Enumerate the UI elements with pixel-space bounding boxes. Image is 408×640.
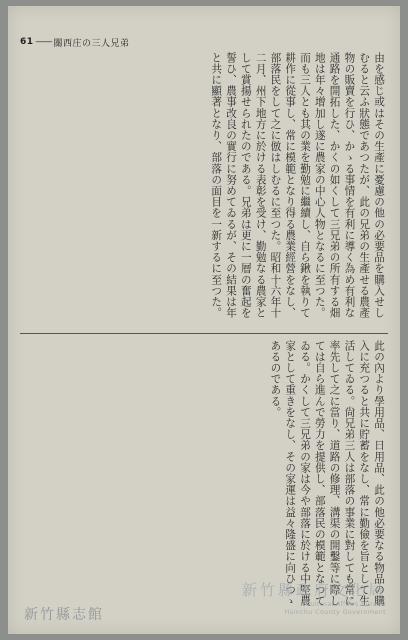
page-number: 61 bbox=[20, 37, 34, 47]
watermark bbox=[242, 579, 386, 616]
header-dash: —— bbox=[35, 37, 52, 47]
top-text-block: 由を感じ或はその生產に憂慮の他の必要品を購入せしむると云ふ狀態であつたが、此の兄弟の生產せる農產物の販賣を行ひ、かゝる事情を有利に導く為め有利な通路を開拓した、かくの如くして三兄弟の所有する畑地は年々增加し遂に農家の中心人物となるに至つた。而も三人とも其の業を勤勉に繼續し、自ら鍬を執りて耕作に從事し、常に模範となり得る農業經營をなし、部落民をして之に倣はしむるに至つた。昭和十六年十二月、州下地方に於ける表彰を受け、勤勉なる農家として賞揚せられたのである。兄弟は更に一層の奮起を誓ひ、農事改良の實行に努めてゐるが、その結果は年と共に顯著となり、部落の面目を一新するに至つた。 bbox=[210, 52, 385, 319]
running-header bbox=[20, 34, 130, 50]
document-page bbox=[8, 6, 400, 634]
bottom-text-block: 此の內より學用品、日用品、此の他必要なる物品の購入に充つると共に貯蓄をなし、常に勤儉を旨として生活してゐる。尙兄弟三人は部落の事業に對しても常に率先して之に當り、道路の修理、溝渠の開鑿等に際しては自ら進んで勞力を提供し、部落民の模範となつてゐる。かくして三兄弟の家は今や部落に於ける中堅農家として重きをなし、その家運は益々隆盛に向ひつゝあるのである。 bbox=[269, 340, 385, 607]
watermark-zh: 新竹縣政府文化局 bbox=[241, 581, 386, 599]
archive-stamp: 新竹縣志館 bbox=[24, 607, 104, 623]
section-divider bbox=[20, 333, 388, 334]
watermark-en-2: Hsinchu County Government bbox=[284, 608, 386, 616]
watermark-en-1: Cultural Affairs Bureau bbox=[305, 600, 386, 608]
chapter-title: 關西庄の三人兄弟 bbox=[53, 38, 130, 49]
